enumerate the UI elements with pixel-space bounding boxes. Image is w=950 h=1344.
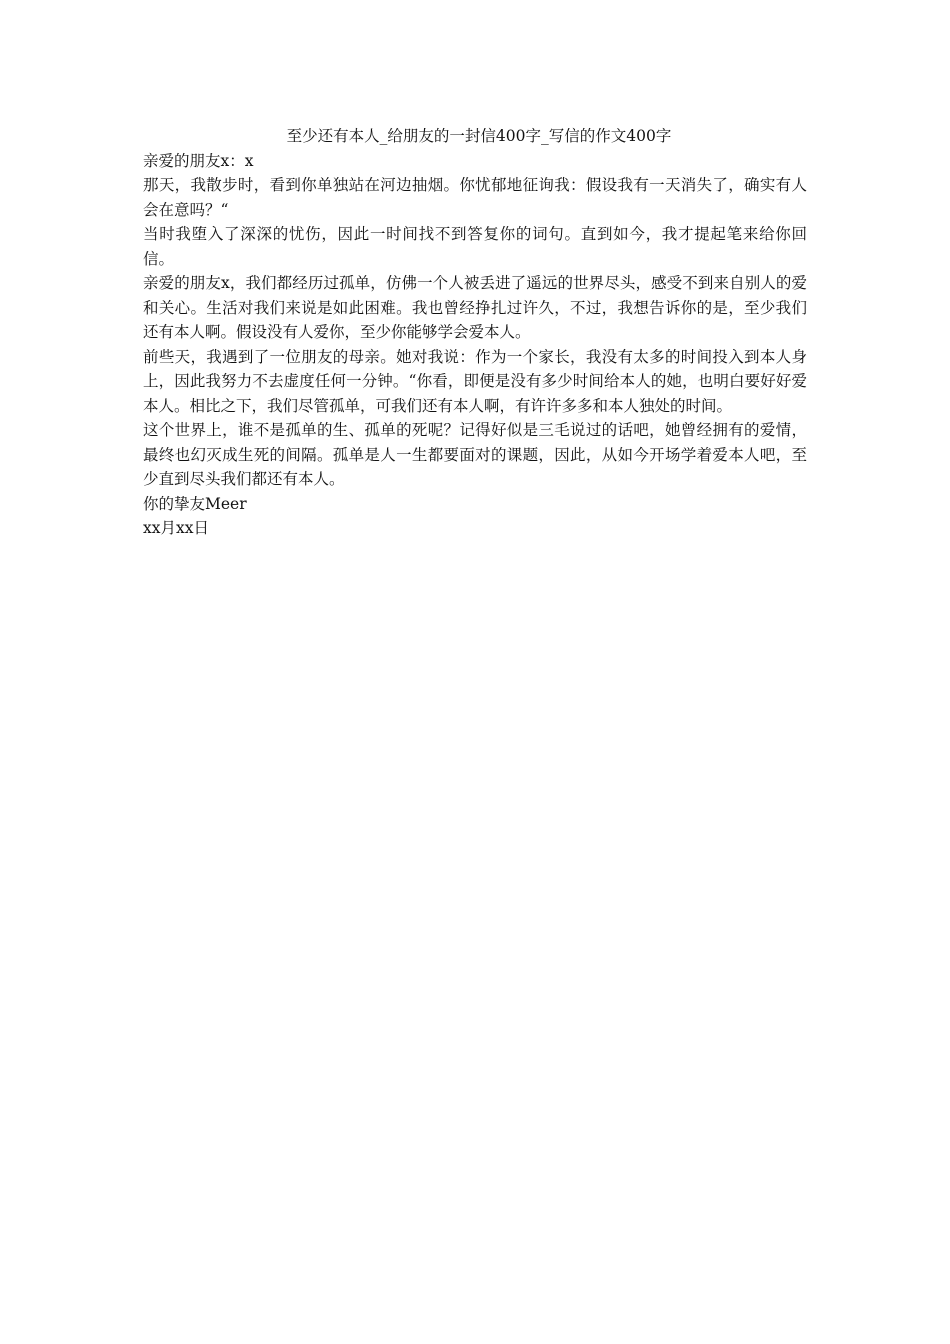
- paragraph: 前些天，我遇到了一位朋友的母亲。她对我说：作为一个家长，我没有太多的时间投入到本人身上，因此我努力不去虚度任何一分钟。“你看，即便是没有多少时间给本人的她，也明白要好好爱本人。相比之下，我们尽管孤单，可我们还有本人啊，有许许多多和本人独处的时间。: [143, 347, 807, 415]
- paragraph: 那天，我散步时，看到你单独站在河边抽烟。你忧郁地征询我：假设我有一天消失了，确实有人会在意吗？“: [143, 176, 807, 219]
- salutation: 亲爱的朋友x：x: [143, 151, 254, 170]
- letter-page: [143, 124, 807, 541]
- date: xx月xx日: [143, 519, 209, 537]
- paragraph: 这个世界上，谁不是孤单的生、孤单的死呢？记得好似是三毛说过的话吧，她曾经拥有的爱情，最终也幻灭成生死的间隔。孤单是人一生都要面对的课题，因此，从如今开场学着爱本人吧，至少直到尽头我们都还有本人。: [143, 421, 807, 488]
- paragraph: 当时我堕入了深深的忧伤，因此一时间找不到答复你的词句。直到如今，我才提起笔来给你回信。: [143, 225, 807, 268]
- document-title: 至少还有本人_给朋友的一封信400字_写信的作文400字: [286, 127, 672, 145]
- signature: 你的挚友Meer: [143, 494, 247, 513]
- paragraph: 亲爱的朋友x，我们都经历过孤单，仿佛一个人被丢进了遥远的世界尽头，感受不到来自别人的爱和关心。生活对我们来说是如此困难。我也曾经挣扎过许久，不过，我想告诉你的是，至少我们还有本人啊。假设没有人爱你，至少你能够学会爱本人。: [143, 274, 807, 341]
